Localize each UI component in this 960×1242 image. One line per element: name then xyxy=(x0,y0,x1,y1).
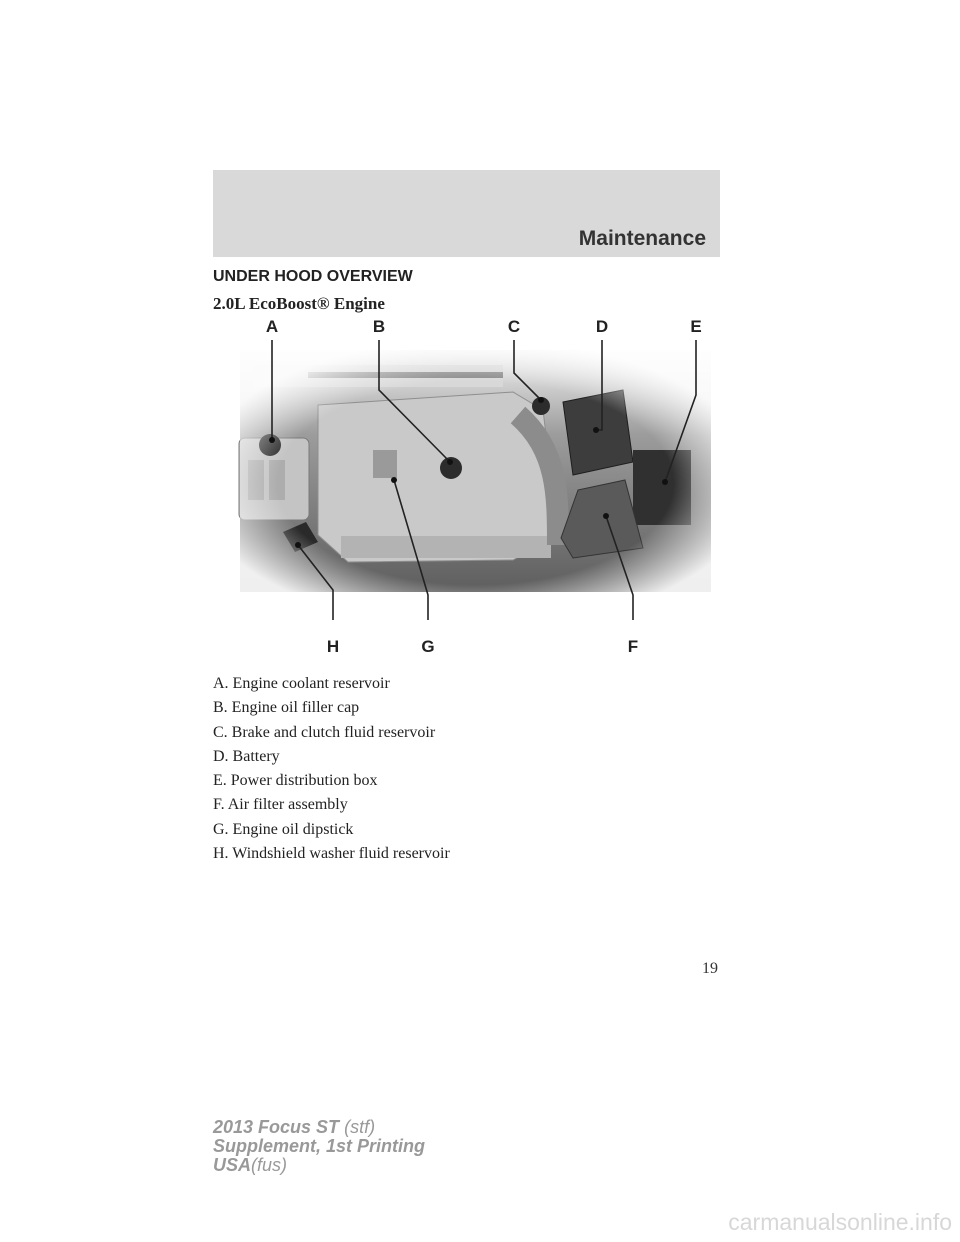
callout-label-b: B xyxy=(372,317,386,336)
footer-edition: Supplement, 1st Printing xyxy=(213,1136,426,1156)
page-number: 19 xyxy=(702,960,718,977)
footer-line-model xyxy=(213,1118,425,1137)
callout-dot-c xyxy=(538,397,544,403)
engine-bay-figure xyxy=(213,310,720,660)
callout-dot-g xyxy=(391,477,397,483)
footer-model-code: (stf) xyxy=(344,1117,376,1137)
component-legend xyxy=(213,672,450,866)
engine-bay-photo xyxy=(239,350,711,592)
footer-market: USA xyxy=(213,1155,252,1175)
callout-label-g: G xyxy=(421,637,435,656)
footer-market-code: (fus) xyxy=(251,1155,288,1175)
legend-item: D. Battery xyxy=(213,747,280,765)
legend-item: B. Engine oil filler cap xyxy=(213,699,360,717)
callout-dot-h xyxy=(295,542,301,548)
callout-label-f: F xyxy=(627,637,639,656)
legend-item: H. Windshield washer fluid reservoir xyxy=(213,845,450,863)
legend-item: A. Engine coolant reservoir xyxy=(213,675,390,692)
watermark: carmanualsonline.info xyxy=(728,1209,952,1235)
footer-model: 2013 Focus ST xyxy=(213,1117,340,1137)
legend-item: E. Power distribution box xyxy=(213,772,378,790)
engine-subtitle: 2.0L EcoBoost® Engine xyxy=(213,294,385,313)
section-header xyxy=(213,170,720,257)
callout-dot-d xyxy=(593,427,599,433)
callout-dot-f xyxy=(603,513,609,519)
legend-item: G. Engine oil dipstick xyxy=(213,820,354,838)
callout-label-c: C xyxy=(507,317,521,336)
footer-line-edition xyxy=(213,1137,425,1156)
page-title: UNDER HOOD OVERVIEW xyxy=(213,268,413,285)
legend-item: F. Air filter assembly xyxy=(213,796,348,814)
callout-dot-b xyxy=(447,459,453,465)
document-footer xyxy=(213,1118,425,1175)
callout-label-h: H xyxy=(326,637,340,656)
section-title: Maintenance xyxy=(578,227,706,250)
footer-line-market xyxy=(213,1156,425,1175)
callout-dot-a xyxy=(269,437,275,443)
callout-dot-e xyxy=(662,479,668,485)
callout-label-e: E xyxy=(690,317,702,336)
callout-label-d: D xyxy=(595,317,609,336)
legend-item: C. Brake and clutch fluid reservoir xyxy=(213,723,436,741)
callout-label-a: A xyxy=(265,317,279,336)
